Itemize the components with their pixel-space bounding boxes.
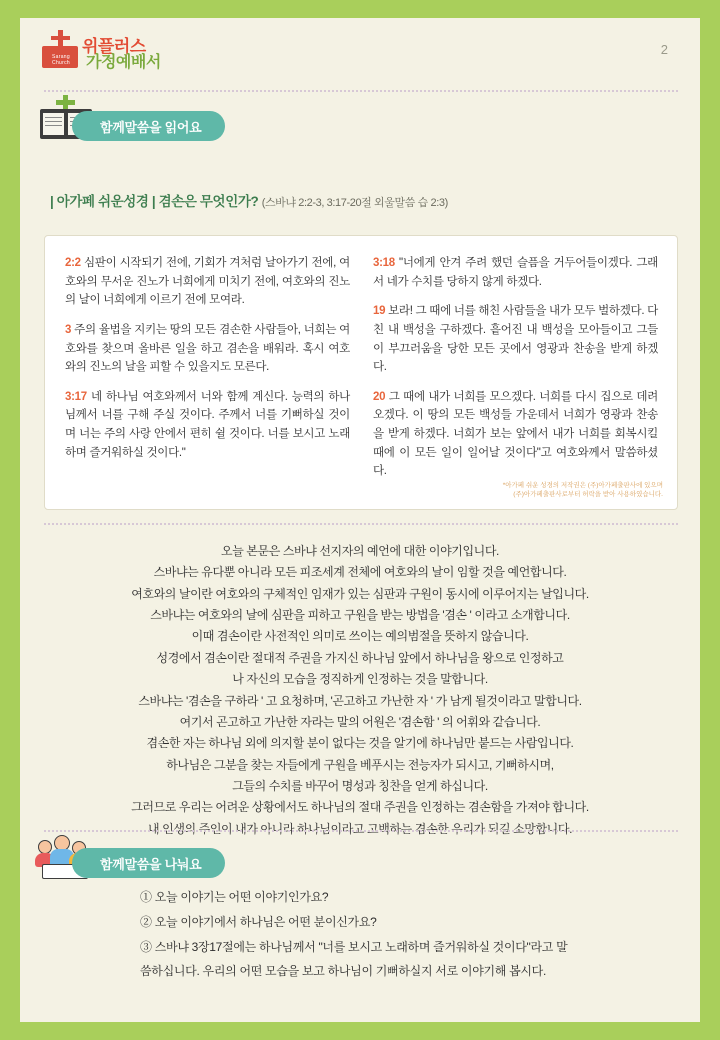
bible-text-line-icon (45, 117, 62, 118)
logo-subtitle: 가정예배서 (86, 54, 161, 71)
scripture-paragraph (65, 254, 350, 310)
section-pill-share-prefix: 함께 (100, 856, 125, 872)
scripture-paragraph (65, 321, 350, 377)
commentary-line: 그러므로 우리는 어려운 상황에서도 하나님의 절대 주권을 인정하는 겸손함을 가져야 합니다. (131, 800, 589, 815)
verse-number: 3 (65, 323, 72, 336)
frame-border-right (700, 0, 720, 1040)
commentary-line: 그들의 수치를 바꾸어 명성과 칭찬을 얻게 하십니다. (232, 778, 488, 793)
verse-text: 주의 율법을 지키는 땅의 모든 겸손한 사람들아, 너희는 여호와를 찾으며 올바른 일을 하고 겸손을 배워라. 혹시 여호와의 진노의 날을 피할 수 있을지도 모른다. (65, 323, 350, 374)
page-header (20, 18, 700, 80)
logo-church-text: Sarang Church (52, 54, 70, 66)
cross-church-icon (42, 30, 80, 70)
verse-heading (50, 190, 448, 210)
scripture-paragraph (373, 388, 658, 481)
section-pill-share-highlight: 말씀을 나눠요 (124, 856, 202, 872)
section-pill-read-highlight: 말씀을 읽어요 (124, 119, 202, 135)
section-pill-read (72, 111, 225, 141)
verse-heading-reference: (스바냐 2:2-3, 3:17-20절 외울말씀 습 2:3) (261, 197, 448, 209)
commentary-line: 겸손한 자는 하나님 외에 의지할 분이 없다는 것을 알기에 하나님만 붙드는 사람입니다. (146, 736, 574, 751)
section-pill-read-prefix: 함께 (100, 119, 125, 135)
commentary-line: 이때 겸손이란 사전적인 의미로 쓰이는 예의범절을 뜻하지 않습니다. (191, 629, 529, 644)
page-content (20, 18, 700, 1022)
bible-text-line-icon (45, 125, 62, 126)
commentary-line: 스바냐는 여호와의 날에 심판을 피하고 구원을 받는 방법을 '겸손 ' 이라고 소개합니다. (150, 608, 570, 623)
verse-text: 심판이 시작되기 전에, 기회가 겨처럼 날아가기 전에, 여호와의 무서운 진노가 너희에게 미치기 전에, 여호와의 진노의 날이 너희에게 이르기 전에 모여라. (65, 257, 350, 307)
verse-text: "너에게 안겨 주려 했던 슬픔을 거두어들이겠다. 그래서 네가 수치를 당하지 않게 하겠다. (373, 257, 658, 288)
bible-cross-horizontal-icon (56, 100, 75, 105)
commentary-text (50, 541, 670, 840)
scripture-column-left (65, 254, 350, 473)
question-item: ③ 스바냐 3장17절에는 하나님께서 "너를 보시고 노래하며 즐거워하실 것이다"라고 말 (140, 939, 568, 954)
frame-border-top (0, 0, 720, 18)
question-item-continued: 씀하십니다. 우리의 어떤 모습을 보고 하나님이 기뻐하실지 서로 이야기해 봅시다. (140, 964, 547, 979)
commentary-line: 스바냐는 유다뿐 아니라 모든 피조세계 전체에 여호와의 날이 임할 것을 예언합니다. (153, 565, 567, 580)
verse-heading-label: | 아가페 쉬운성경 | 겸손은 무엇인가? (50, 194, 259, 209)
commentary-line: 나 자신의 모습을 정직하게 인정하는 것을 말합니다. (232, 672, 488, 687)
brand-logo (42, 28, 192, 74)
discussion-questions (140, 886, 660, 985)
commentary-line: 스바냐는 '겸손을 구하라 ' 고 요청하며, '곤고하고 가난한 자 ' 가 남게 될것이라고 말합니다. (138, 693, 582, 708)
verse-text: 네 하나님 여호와께서 너와 함께 계신다. 능력의 하나님께서 너를 구해 주실 것이다. 주께서 너를 기뻐하실 것이며 너는 주의 사랑 안에서 편히 쉴 것이다. 너를 보시고 노래하며 즐거워하실 것이다." (65, 390, 350, 459)
family-child-head-icon (38, 840, 52, 854)
commentary-line: 성경에서 겸손이란 절대적 주권을 가지신 하나님 앞에서 하나님을 왕으로 인정하고 (156, 650, 564, 665)
verse-number: 3:18 (373, 257, 395, 269)
commentary-line: 여기서 곤고하고 가난한 자라는 말의 어원은 '겸손함 ' 의 어휘와 같습니다. (179, 714, 541, 729)
scripture-column-right (373, 254, 658, 492)
scripture-paragraph (373, 254, 658, 291)
commentary-line: 오늘 본문은 스바냐 선지자의 예언에 대한 이야기입니다. (221, 544, 499, 558)
question-item: ② 오늘 이야기에서 하나님은 어떤 분이신가요? (140, 914, 377, 929)
verse-number: 3:17 (65, 390, 87, 403)
verse-number: 20 (373, 390, 386, 403)
scripture-paragraph (373, 302, 658, 377)
scripture-copyright (363, 481, 663, 501)
frame-border-bottom (0, 1022, 720, 1040)
copyright-line-2: (주)아가페출판사로부터 허락을 받아 사용하였습니다. (513, 491, 663, 499)
section-tab-share (20, 848, 420, 878)
section-pill-share (72, 848, 225, 878)
divider-top (44, 90, 678, 94)
divider-bottom (44, 830, 678, 834)
frame-border-left (0, 0, 20, 1040)
verse-text: 보라! 그 때에 너를 해친 사람들을 내가 모두 벌하겠다. 다친 내 백성을 구하겠다. 흩어진 내 백성을 모아들이고 그들이 부끄러움을 당한 모든 곳에서 영광과 찬송을 받게 하겠다. (373, 305, 658, 374)
cross-horizontal-icon (51, 36, 70, 40)
commentary-line: 여호와의 날이란 여호와의 구체적인 임재가 있는 심판과 구원이 동시에 이루어지는 날입니다. (131, 586, 589, 601)
bible-text-line-icon (45, 121, 62, 122)
scripture-box (44, 235, 678, 510)
logo-title: 위플러스 (82, 37, 146, 56)
copyright-line-1: *아가페 쉬운 성경의 저작권은 (주)아가페출판사에 있으며 (502, 481, 663, 489)
commentary-line: 하나님은 그분을 찾는 자들에게 구원을 베푸시는 전능자가 되시고, 기뻐하시며, (166, 757, 554, 772)
section-tab-read (20, 111, 420, 141)
bible-page-left-icon (42, 112, 65, 136)
verse-text: 그 때에 내가 너희를 모으겠다. 너희를 다시 집으로 데려오겠다. 이 땅의 모든 백성들 가운데서 너희가 영광과 찬송을 받게 하겠다. 너희가 보는 앞에서 내가 너희를 회복시킬 때에 이 모든 일이 일어날 것이다"고 여호와께서 말씀하셨다. (373, 390, 658, 478)
question-item: ① 오늘 이야기는 어떤 이야기인가요? (140, 890, 329, 904)
verse-number: 19 (373, 305, 386, 318)
scripture-paragraph (65, 388, 350, 463)
commentary-line: 내 인생의 주인이 내가 아니라 하나님이라고 고백하는 겸손한 우리가 되길 소망합니다. (148, 821, 572, 836)
divider-middle (44, 523, 678, 527)
page-number: 2 (660, 42, 668, 57)
verse-number: 2:2 (65, 257, 81, 269)
